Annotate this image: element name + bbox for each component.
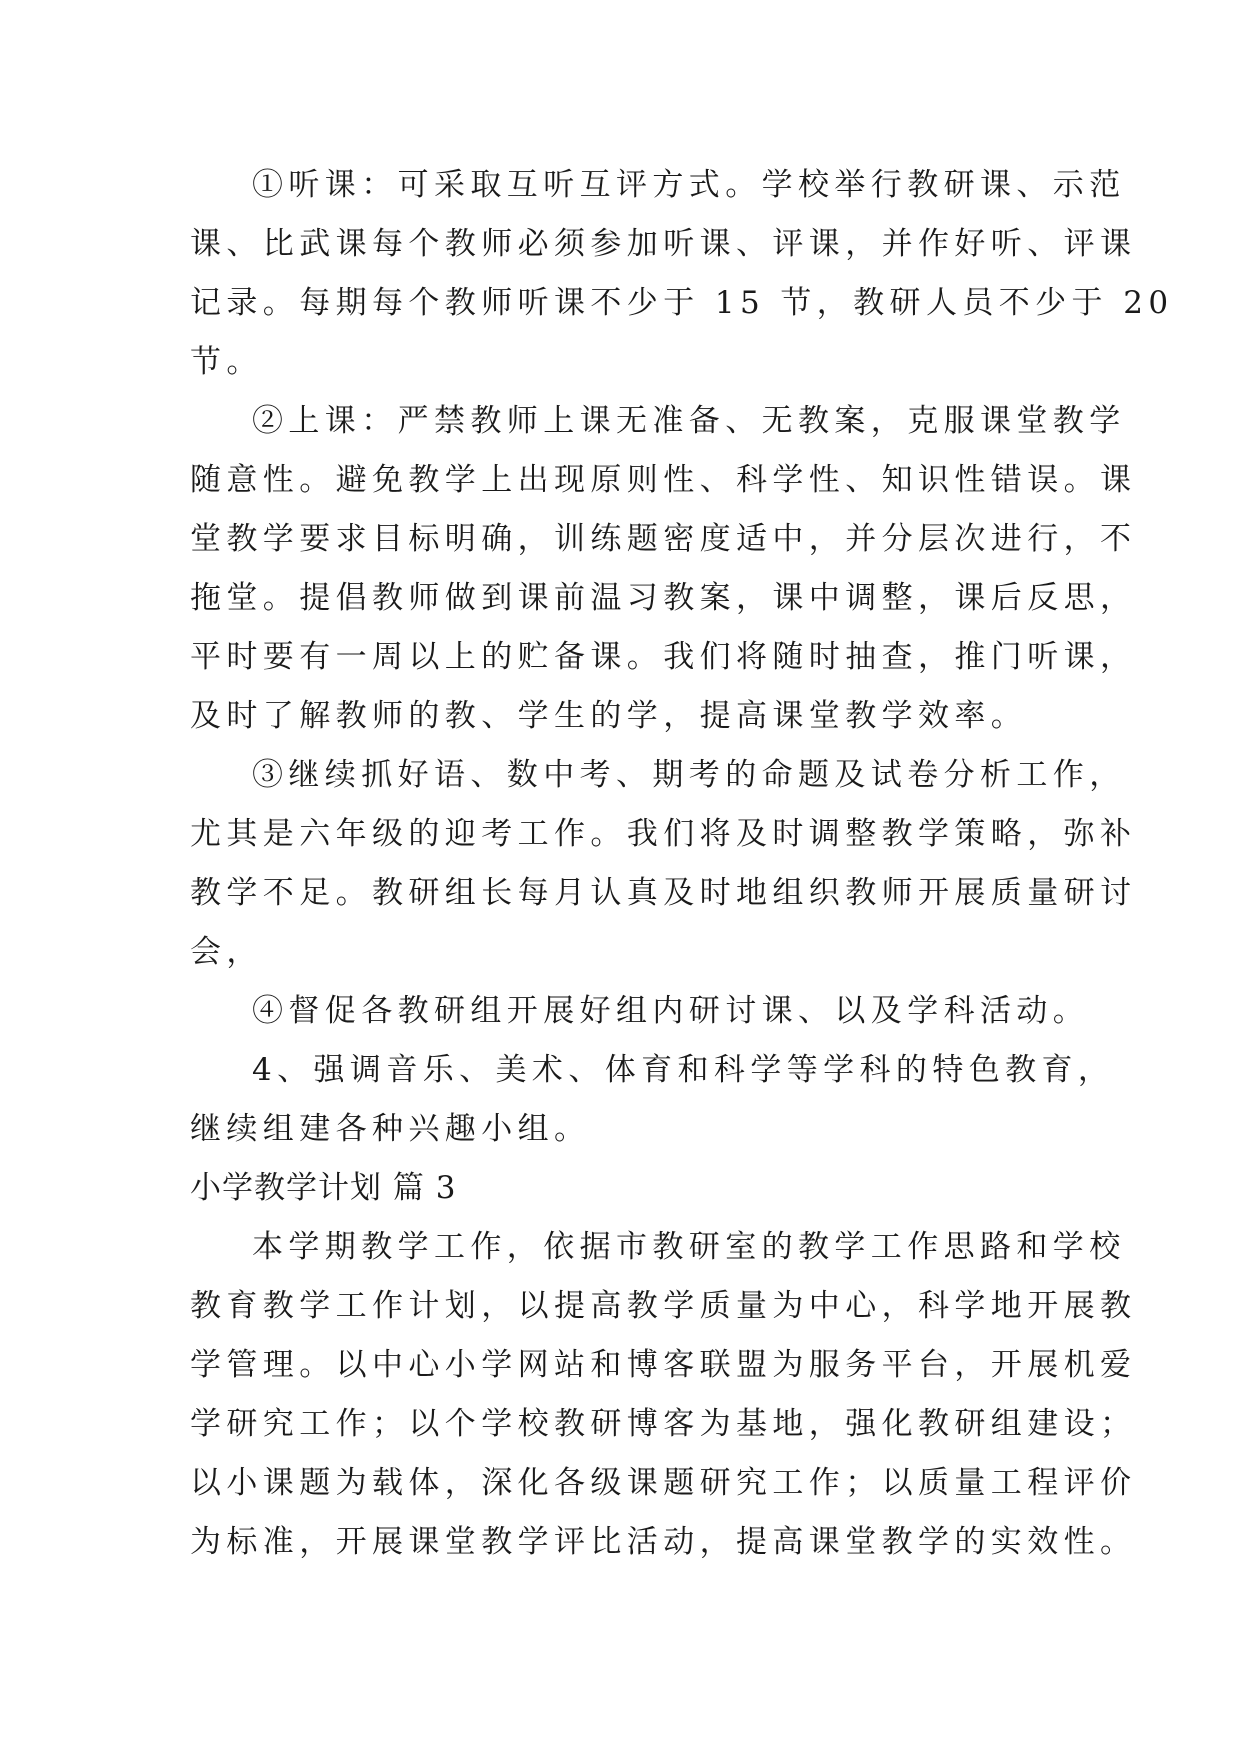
- text-line: 以小课题为载体，深化各级课题研究工作；以质量工程评价: [190, 1465, 1137, 1501]
- section-heading: 小学教学计划 篇 3: [190, 1170, 457, 1206]
- text-line: 继续组建各种兴趣小组。: [190, 1111, 591, 1147]
- text-line: 学研究工作；以个学校教研博客为基地，强化教研组建设；: [190, 1406, 1137, 1442]
- text-line: 学管理。以中心小学网站和博客联盟为服务平台，开展机爱: [190, 1347, 1137, 1383]
- text-line: 尤其是六年级的迎考工作。我们将及时调整教学策略，弥补: [190, 816, 1137, 852]
- text-line: 本学期教学工作，依据市教研室的教学工作思路和学校: [252, 1229, 1126, 1265]
- text-line: 随意性。避免教学上出现原则性、科学性、知识性错误。课: [190, 462, 1137, 498]
- text-line: 课、比武课每个教师必须参加听课、评课，并作好听、评课: [190, 226, 1137, 262]
- text-line: 4、强调音乐、美术、体育和科学等学科的特色教育，: [252, 1052, 1115, 1088]
- text-line: 堂教学要求目标明确，训练题密度适中，并分层次进行，不: [190, 521, 1137, 557]
- text-line: 教育教学工作计划，以提高教学质量为中心，科学地开展教: [190, 1288, 1137, 1324]
- text-line: 节。: [190, 344, 263, 380]
- text-line: ④督促各教研组开展好组内研讨课、以及学科活动。: [252, 993, 1090, 1029]
- text-line: 会，: [190, 934, 263, 970]
- text-line: 记录。每期每个教师听课不少于 15 节，教研人员不少于 20: [190, 285, 1174, 321]
- text-line: ③继续抓好语、数中考、期考的命题及试卷分析工作，: [252, 757, 1126, 793]
- text-line: 及时了解教师的教、学生的学，提高课堂教学效率。: [190, 698, 1028, 734]
- text-line: 拖堂。提倡教师做到课前温习教案，课中调整，课后反思，: [190, 580, 1137, 616]
- text-line: 教学不足。教研组长每月认真及时地组织教师开展质量研讨: [190, 875, 1137, 911]
- text-line: ②上课：严禁教师上课无准备、无教案，克服课堂教学: [252, 403, 1126, 439]
- text-line: 平时要有一周以上的贮备课。我们将随时抽查，推门听课，: [190, 639, 1137, 675]
- text-line: ①听课：可采取互听互评方式。学校举行教研课、示范: [252, 167, 1126, 203]
- text-line: 为标准，开展课堂教学评比活动，提高课堂教学的实效性。: [190, 1524, 1137, 1560]
